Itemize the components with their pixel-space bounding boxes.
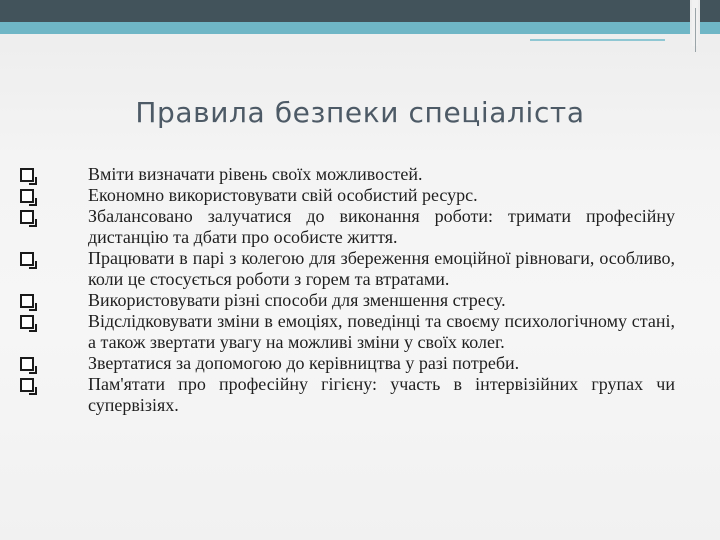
checkbox-square-icon — [20, 252, 34, 266]
list-item — [20, 206, 675, 248]
list-item-text: Звертатися за допомогою до керівництва у разі потреби. — [88, 353, 520, 373]
list-item-text: Вміти визначати рівень своїх можливостей. — [88, 164, 423, 184]
checkbox-square-icon — [20, 378, 34, 392]
list-item-text: Працювати в парі з колегою для збереження емоційної рівноваги, особливо, коли це стосується роботи з горем та втратами. — [88, 248, 675, 289]
header-accent-band — [0, 22, 690, 34]
slide-title: Правила безпеки спеціаліста — [135, 96, 585, 129]
list-item-text: Економно використовувати свій особистий ресурс. — [88, 185, 478, 205]
header-accent-line — [530, 39, 665, 41]
header-dark-band-right — [700, 0, 720, 22]
checkbox-square-icon — [20, 189, 34, 203]
checkbox-square-icon — [20, 294, 34, 308]
header-decoration — [0, 0, 720, 44]
list-item-text: Використовувати різні способи для зменшення стресу. — [88, 290, 506, 310]
list-item — [20, 290, 675, 311]
header-dark-band — [0, 0, 690, 22]
header-divider-line — [695, 8, 696, 52]
list-item — [20, 311, 675, 353]
list-item — [20, 164, 675, 185]
list-item-text: Збалансовано залучатися до виконання роботи: тримати професійну дистанцію та дбати про особисте життя. — [88, 206, 675, 247]
list-item-text: Пам'ятати про професійну гігієну: участь в інтервізійних групах чи супервізіях. — [88, 374, 675, 415]
list-item-text: Відслідковувати зміни в емоціях, поведінці та своєму психологічному стані, а також звертати увагу на можливі зміни у своїх колег. — [88, 311, 675, 352]
header-accent-band-right — [700, 22, 720, 34]
list-item — [20, 248, 675, 290]
rules-list — [20, 164, 675, 416]
list-item — [20, 374, 675, 416]
list-item — [20, 353, 675, 374]
checkbox-square-icon — [20, 357, 34, 371]
checkbox-square-icon — [20, 168, 34, 182]
checkbox-square-icon — [20, 210, 34, 224]
list-item — [20, 185, 675, 206]
checkbox-square-icon — [20, 315, 34, 329]
